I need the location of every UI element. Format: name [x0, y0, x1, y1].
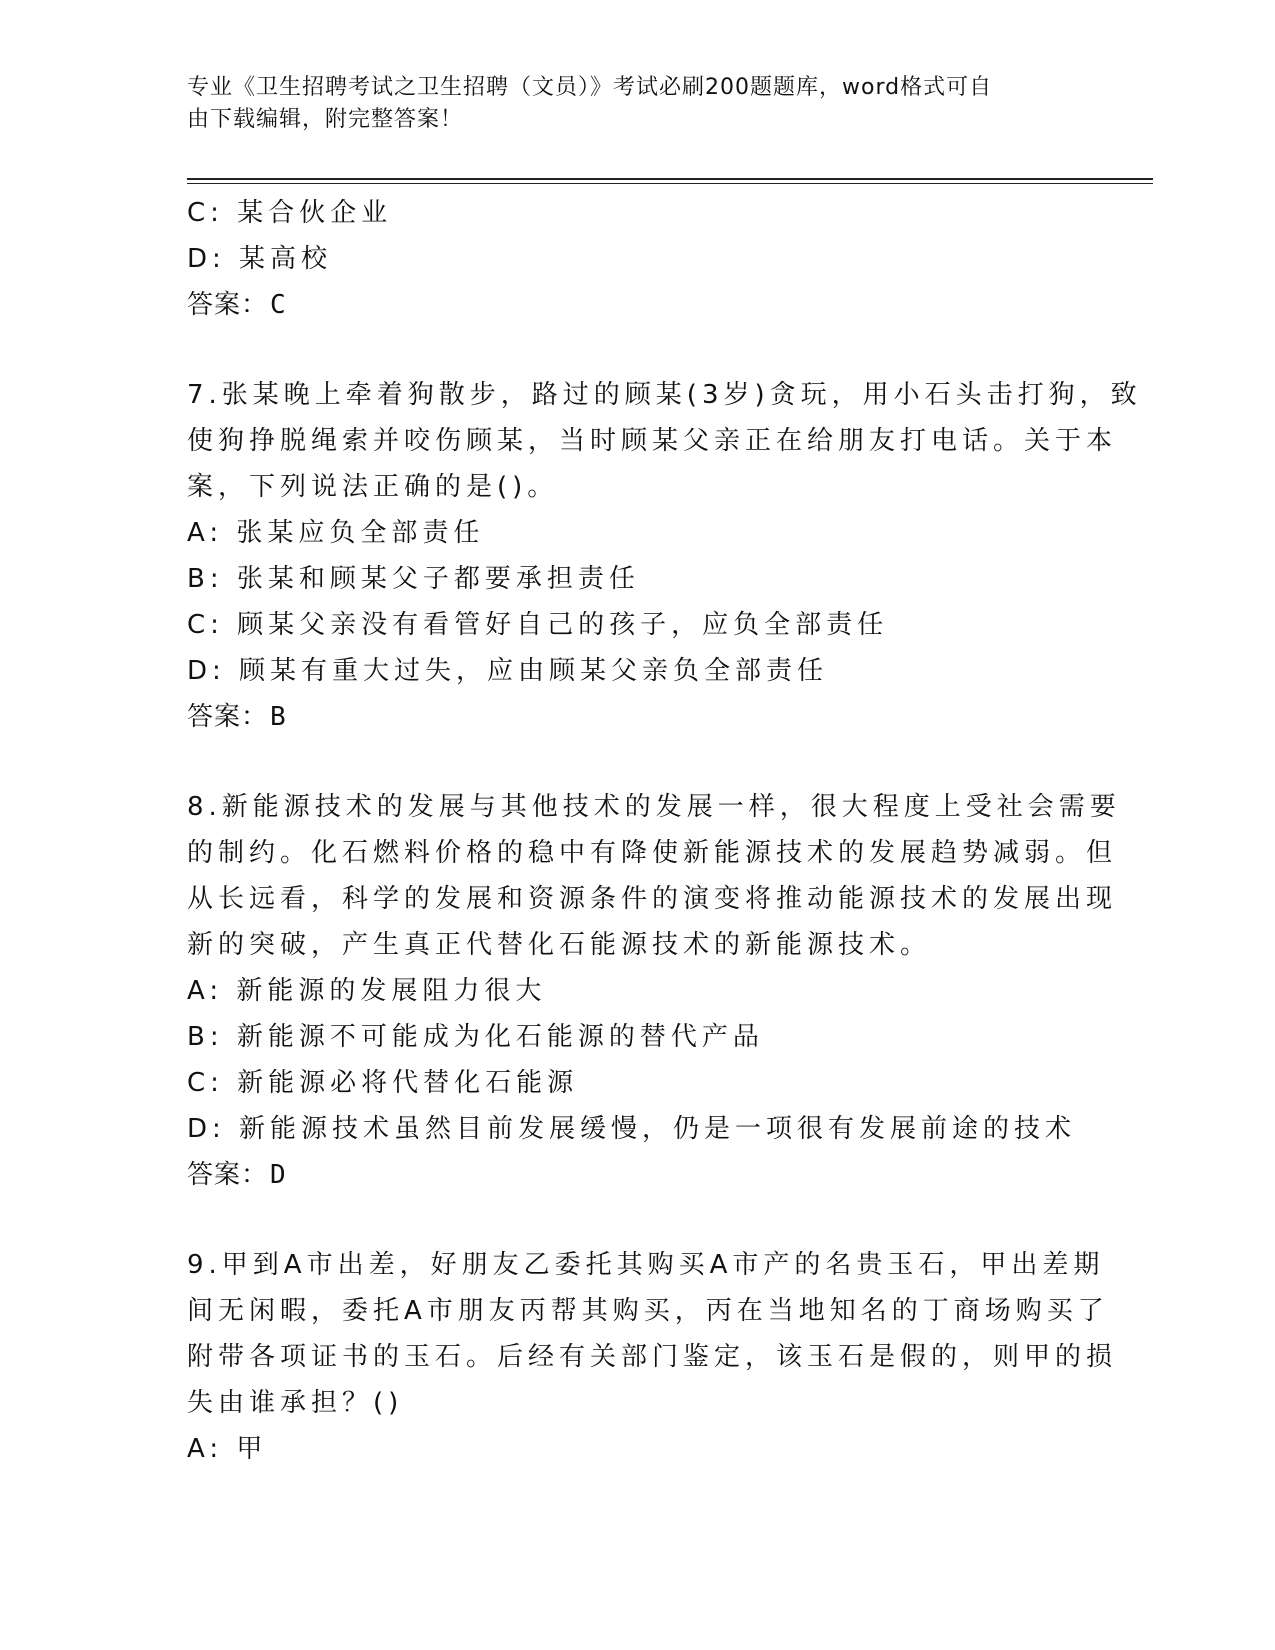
- option-c: C: 某合伙企业: [187, 198, 393, 228]
- answer-value: D: [270, 1160, 287, 1190]
- question-text-line: 新的突破，产生真正代替化石能源技术的新能源技术。: [187, 930, 932, 960]
- spacer: [187, 1198, 1087, 1242]
- question-text-line: 7.张某晚上牵着狗散步，路过的顾某(3岁)贪玩，用小石头击打狗，致: [187, 380, 1142, 410]
- question-text-line: 失由谁承担？(): [187, 1388, 404, 1418]
- answer-label: 答案：: [187, 1160, 269, 1190]
- answer-label: 答案：: [187, 702, 269, 732]
- answer-line: [187, 694, 1087, 740]
- question-text-line: 附带各项证书的玉石。后经有关部门鉴定，该玉石是假的，则甲的损: [187, 1342, 1118, 1372]
- header-divider-thin: [187, 183, 1153, 184]
- option-b: B: 新能源不可能成为化石能源的替代产品: [187, 1022, 764, 1052]
- question-block-6: [187, 190, 1087, 328]
- question-block-9: [187, 1242, 1118, 1472]
- question-text-line: 案，下列说法正确的是()。: [187, 472, 559, 502]
- question-block-8: [187, 784, 1121, 1198]
- answer-line: [187, 282, 1087, 328]
- question-text-line: 的制约。化石燃料价格的稳中有降使新能源技术的发展趋势减弱。但: [187, 838, 1118, 868]
- answer-label: 答案：: [187, 290, 269, 320]
- spacer: [187, 328, 1087, 372]
- question-text-line: 9.甲到A市出差，好朋友乙委托其购买A市产的名贵玉石，甲出差期: [187, 1250, 1105, 1280]
- header-line-1: 专业《卫生招聘考试之卫生招聘（文员）》考试必刷200题题库，word格式可自: [187, 75, 993, 100]
- spacer: [187, 740, 1087, 784]
- document-body: [187, 190, 1142, 1472]
- option-d: D: 新能源技术虽然目前发展缓慢，仍是一项很有发展前途的技术: [187, 1114, 1077, 1144]
- question-text-line: 使狗挣脱绳索并咬伤顾某，当时顾某父亲正在给朋友打电话。关于本: [187, 426, 1118, 456]
- question-text-line: 间无闲暇，委托A市朋友丙帮其购买，丙在当地知名的丁商场购买了: [187, 1296, 1109, 1326]
- question-block-7: [187, 372, 1142, 740]
- option-d: D: 顾某有重大过失，应由顾某父亲负全部责任: [187, 656, 829, 686]
- option-a: A: 甲: [187, 1434, 268, 1464]
- header-divider-thick: [187, 178, 1153, 180]
- header-line-2: 由下载编辑，附完整答案！: [187, 107, 464, 132]
- option-a: A: 张某应负全部责任: [187, 518, 485, 548]
- answer-value: B: [270, 702, 287, 732]
- option-c: C: 顾某父亲没有看管好自己的孩子，应负全部责任: [187, 610, 889, 640]
- option-b: B: 张某和顾某父子都要承担责任: [187, 564, 640, 594]
- document-header: [187, 72, 1067, 136]
- question-text-line: 从长远看，科学的发展和资源条件的演变将推动能源技术的发展出现: [187, 884, 1118, 914]
- option-d: D: 某高校: [187, 244, 333, 274]
- answer-value: C: [270, 290, 287, 320]
- option-a: A: 新能源的发展阻力很大: [187, 976, 547, 1006]
- answer-line: [187, 1152, 1087, 1198]
- question-text-line: 8.新能源技术的发展与其他技术的发展一样，很大程度上受社会需要: [187, 792, 1121, 822]
- option-c: C: 新能源必将代替化石能源: [187, 1068, 579, 1098]
